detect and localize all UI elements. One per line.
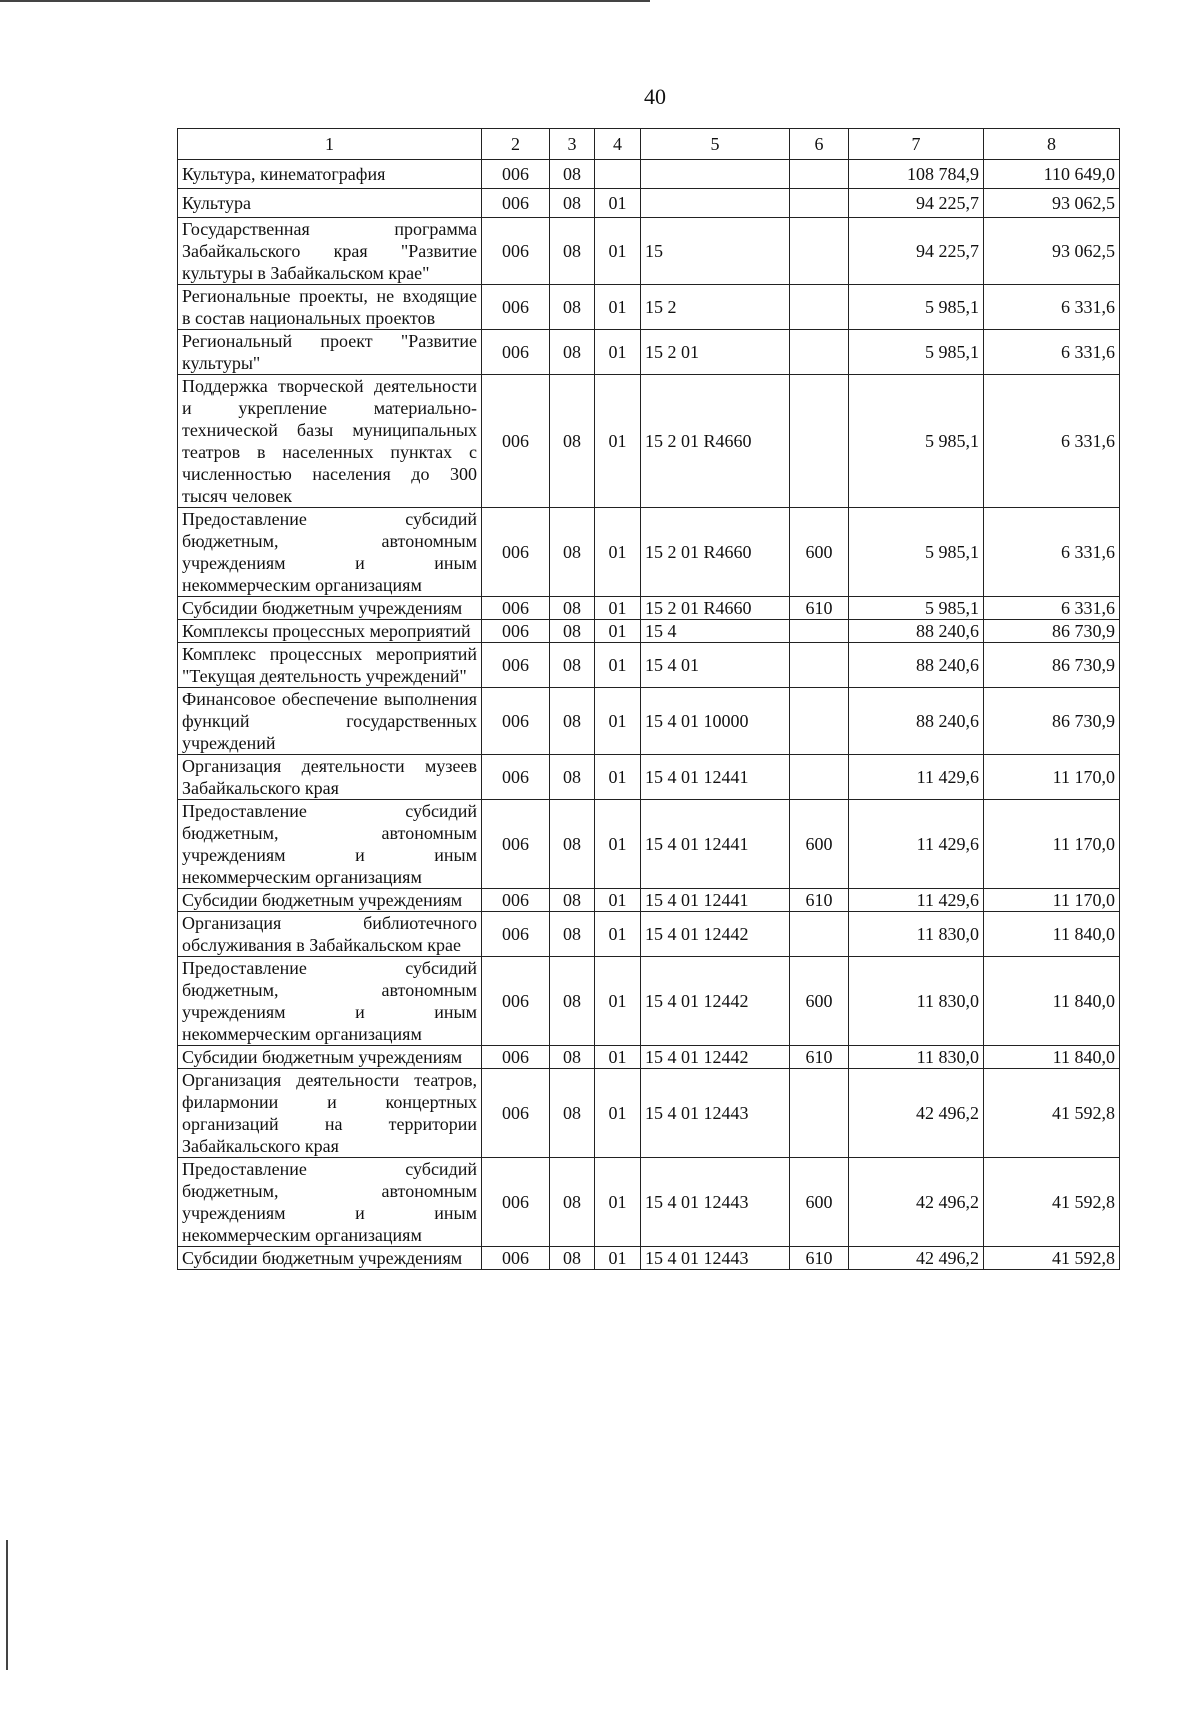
cell-col7: 88 240,6 — [849, 620, 984, 643]
table-row — [178, 620, 1120, 643]
cell-col7: 5 985,1 — [849, 330, 984, 375]
row-name: Культура, кинематография — [178, 160, 482, 189]
cell-col5: 15 2 — [641, 285, 790, 330]
column-header: 2 — [482, 129, 550, 160]
cell-col6 — [790, 1069, 849, 1158]
cell-col8: 6 331,6 — [984, 508, 1120, 597]
scan-artifact-left — [6, 1540, 8, 1670]
table-row — [178, 1046, 1120, 1069]
column-header: 4 — [595, 129, 641, 160]
cell-col2: 006 — [482, 800, 550, 889]
cell-col4: 01 — [595, 508, 641, 597]
cell-col6: 610 — [790, 1046, 849, 1069]
row-name: Организация деятельности музеев Забайкальского края — [178, 755, 482, 800]
cell-col3: 08 — [550, 375, 595, 508]
cell-col5: 15 4 01 — [641, 643, 790, 688]
cell-col4: 01 — [595, 755, 641, 800]
cell-col7: 5 985,1 — [849, 375, 984, 508]
cell-col2: 006 — [482, 755, 550, 800]
column-header: 6 — [790, 129, 849, 160]
cell-col4: 01 — [595, 912, 641, 957]
row-name: Предоставление субсидий бюджетным, автономным учреждениям и иным некоммерческим организациям — [178, 508, 482, 597]
cell-col7: 5 985,1 — [849, 597, 984, 620]
cell-col7: 88 240,6 — [849, 688, 984, 755]
cell-col2: 006 — [482, 218, 550, 285]
cell-col2: 006 — [482, 957, 550, 1046]
row-name: Субсидии бюджетным учреждениям — [178, 597, 482, 620]
cell-col3: 08 — [550, 957, 595, 1046]
cell-col2: 006 — [482, 285, 550, 330]
column-header: 8 — [984, 129, 1120, 160]
cell-col8: 11 840,0 — [984, 912, 1120, 957]
table-row — [178, 330, 1120, 375]
row-name: Культура — [178, 189, 482, 218]
row-name: Региональные проекты, не входящие в состав национальных проектов — [178, 285, 482, 330]
cell-col7: 94 225,7 — [849, 189, 984, 218]
table-row — [178, 957, 1120, 1046]
cell-col7: 11 429,6 — [849, 755, 984, 800]
page-number: 40 — [644, 84, 666, 109]
cell-col6: 600 — [790, 1158, 849, 1247]
cell-col6: 610 — [790, 597, 849, 620]
cell-col8: 110 649,0 — [984, 160, 1120, 189]
cell-col5: 15 4 01 12441 — [641, 889, 790, 912]
cell-col3: 08 — [550, 597, 595, 620]
row-name: Комплексы процессных мероприятий — [178, 620, 482, 643]
cell-col6: 610 — [790, 889, 849, 912]
cell-col3: 08 — [550, 1069, 595, 1158]
table-row — [178, 508, 1120, 597]
cell-col7: 42 496,2 — [849, 1069, 984, 1158]
cell-col6: 600 — [790, 800, 849, 889]
row-name: Субсидии бюджетным учреждениям — [178, 1247, 482, 1270]
cell-col3: 08 — [550, 688, 595, 755]
cell-col5: 15 2 01 — [641, 330, 790, 375]
cell-col2: 006 — [482, 160, 550, 189]
cell-col4: 01 — [595, 620, 641, 643]
cell-col6 — [790, 375, 849, 508]
cell-col7: 5 985,1 — [849, 285, 984, 330]
table-row — [178, 160, 1120, 189]
cell-col4: 01 — [595, 800, 641, 889]
cell-col7: 88 240,6 — [849, 643, 984, 688]
cell-col7: 5 985,1 — [849, 508, 984, 597]
row-name: Субсидии бюджетным учреждениям — [178, 889, 482, 912]
cell-col6: 610 — [790, 1247, 849, 1270]
cell-col2: 006 — [482, 643, 550, 688]
cell-col2: 006 — [482, 597, 550, 620]
row-name: Региональный проект "Развитие культуры" — [178, 330, 482, 375]
cell-col4: 01 — [595, 330, 641, 375]
cell-col4: 01 — [595, 189, 641, 218]
table-row — [178, 285, 1120, 330]
cell-col8: 41 592,8 — [984, 1247, 1120, 1270]
cell-col3: 08 — [550, 218, 595, 285]
cell-col6 — [790, 643, 849, 688]
cell-col4: 01 — [595, 889, 641, 912]
cell-col7: 94 225,7 — [849, 218, 984, 285]
cell-col2: 006 — [482, 1069, 550, 1158]
cell-col6 — [790, 285, 849, 330]
cell-col5: 15 2 01 R4660 — [641, 508, 790, 597]
table-row — [178, 1247, 1120, 1270]
column-header: 5 — [641, 129, 790, 160]
cell-col4: 01 — [595, 375, 641, 508]
cell-col2: 006 — [482, 1046, 550, 1069]
budget-table — [177, 128, 1120, 1270]
cell-col5: 15 4 01 12442 — [641, 912, 790, 957]
row-name: Поддержка творческой деятельности и укрепление материально-технической базы муниципальных театров в населенных пунктах с численностью населения до 300 тысяч человек — [178, 375, 482, 508]
cell-col5: 15 2 01 R4660 — [641, 375, 790, 508]
cell-col3: 08 — [550, 889, 595, 912]
cell-col3: 08 — [550, 912, 595, 957]
cell-col4: 01 — [595, 1069, 641, 1158]
row-name: Комплекс процессных мероприятий "Текущая деятельность учреждений" — [178, 643, 482, 688]
cell-col3: 08 — [550, 285, 595, 330]
cell-col8: 93 062,5 — [984, 218, 1120, 285]
cell-col8: 6 331,6 — [984, 330, 1120, 375]
cell-col3: 08 — [550, 1247, 595, 1270]
cell-col3: 08 — [550, 620, 595, 643]
table-row — [178, 889, 1120, 912]
cell-col8: 11 840,0 — [984, 1046, 1120, 1069]
cell-col6 — [790, 755, 849, 800]
row-name: Предоставление субсидий бюджетным, автономным учреждениям и иным некоммерческим организациям — [178, 1158, 482, 1247]
cell-col6: 600 — [790, 957, 849, 1046]
cell-col7: 11 830,0 — [849, 957, 984, 1046]
row-name: Финансовое обеспечение выполнения функций государственных учреждений — [178, 688, 482, 755]
cell-col5: 15 2 01 R4660 — [641, 597, 790, 620]
column-header: 7 — [849, 129, 984, 160]
row-name: Организация деятельности театров, филармонии и концертных организаций на территории Забайкальского края — [178, 1069, 482, 1158]
table-row — [178, 189, 1120, 218]
cell-col4: 01 — [595, 218, 641, 285]
scan-artifact-top — [0, 0, 650, 2]
cell-col8: 93 062,5 — [984, 189, 1120, 218]
cell-col4 — [595, 160, 641, 189]
row-name: Субсидии бюджетным учреждениям — [178, 1046, 482, 1069]
table-row — [178, 755, 1120, 800]
cell-col6: 600 — [790, 508, 849, 597]
cell-col4: 01 — [595, 688, 641, 755]
cell-col8: 11 170,0 — [984, 800, 1120, 889]
table-row — [178, 1069, 1120, 1158]
cell-col5: 15 4 01 12441 — [641, 755, 790, 800]
column-header: 3 — [550, 129, 595, 160]
table-row — [178, 375, 1120, 508]
cell-col2: 006 — [482, 375, 550, 508]
table-header-row — [178, 129, 1120, 160]
cell-col3: 08 — [550, 1046, 595, 1069]
cell-col6 — [790, 189, 849, 218]
cell-col7: 11 830,0 — [849, 1046, 984, 1069]
table-row — [178, 643, 1120, 688]
cell-col3: 08 — [550, 755, 595, 800]
cell-col4: 01 — [595, 643, 641, 688]
cell-col2: 006 — [482, 508, 550, 597]
cell-col7: 108 784,9 — [849, 160, 984, 189]
row-name: Предоставление субсидий бюджетным, автономным учреждениям и иным некоммерческим организациям — [178, 800, 482, 889]
cell-col2: 006 — [482, 912, 550, 957]
cell-col8: 6 331,6 — [984, 375, 1120, 508]
cell-col2: 006 — [482, 620, 550, 643]
cell-col8: 6 331,6 — [984, 285, 1120, 330]
cell-col5 — [641, 160, 790, 189]
cell-col3: 08 — [550, 800, 595, 889]
cell-col3: 08 — [550, 160, 595, 189]
cell-col8: 86 730,9 — [984, 688, 1120, 755]
cell-col2: 006 — [482, 889, 550, 912]
cell-col8: 6 331,6 — [984, 597, 1120, 620]
cell-col6 — [790, 160, 849, 189]
table-row — [178, 597, 1120, 620]
cell-col8: 11 840,0 — [984, 957, 1120, 1046]
table-row — [178, 800, 1120, 889]
cell-col2: 006 — [482, 1158, 550, 1247]
cell-col3: 08 — [550, 330, 595, 375]
cell-col4: 01 — [595, 1158, 641, 1247]
cell-col8: 41 592,8 — [984, 1069, 1120, 1158]
row-name: Государственная программа Забайкальского края "Развитие культуры в Забайкальском крае" — [178, 218, 482, 285]
cell-col4: 01 — [595, 1247, 641, 1270]
cell-col3: 08 — [550, 508, 595, 597]
cell-col5: 15 4 01 12443 — [641, 1247, 790, 1270]
cell-col3: 08 — [550, 189, 595, 218]
cell-col4: 01 — [595, 1046, 641, 1069]
cell-col5: 15 — [641, 218, 790, 285]
cell-col2: 006 — [482, 1247, 550, 1270]
cell-col5: 15 4 — [641, 620, 790, 643]
table-row — [178, 218, 1120, 285]
cell-col7: 11 429,6 — [849, 889, 984, 912]
cell-col6 — [790, 688, 849, 755]
cell-col4: 01 — [595, 285, 641, 330]
cell-col7: 11 429,6 — [849, 800, 984, 889]
table-row — [178, 912, 1120, 957]
cell-col8: 86 730,9 — [984, 620, 1120, 643]
cell-col7: 42 496,2 — [849, 1158, 984, 1247]
cell-col2: 006 — [482, 189, 550, 218]
cell-col5: 15 4 01 12442 — [641, 1046, 790, 1069]
cell-col6 — [790, 912, 849, 957]
cell-col7: 11 830,0 — [849, 912, 984, 957]
cell-col5: 15 4 01 12443 — [641, 1158, 790, 1247]
row-name: Организация библиотечного обслуживания в Забайкальском крае — [178, 912, 482, 957]
cell-col7: 42 496,2 — [849, 1247, 984, 1270]
cell-col5: 15 4 01 10000 — [641, 688, 790, 755]
cell-col4: 01 — [595, 597, 641, 620]
cell-col6 — [790, 218, 849, 285]
cell-col8: 41 592,8 — [984, 1158, 1120, 1247]
cell-col3: 08 — [550, 643, 595, 688]
cell-col8: 11 170,0 — [984, 755, 1120, 800]
cell-col2: 006 — [482, 330, 550, 375]
column-header: 1 — [178, 129, 482, 160]
cell-col3: 08 — [550, 1158, 595, 1247]
cell-col6 — [790, 330, 849, 375]
cell-col2: 006 — [482, 688, 550, 755]
table-row — [178, 688, 1120, 755]
cell-col4: 01 — [595, 957, 641, 1046]
cell-col8: 86 730,9 — [984, 643, 1120, 688]
cell-col6 — [790, 620, 849, 643]
cell-col5: 15 4 01 12443 — [641, 1069, 790, 1158]
row-name: Предоставление субсидий бюджетным, автономным учреждениям и иным некоммерческим организациям — [178, 957, 482, 1046]
cell-col5 — [641, 189, 790, 218]
table-row — [178, 1158, 1120, 1247]
cell-col5: 15 4 01 12442 — [641, 957, 790, 1046]
cell-col8: 11 170,0 — [984, 889, 1120, 912]
cell-col5: 15 4 01 12441 — [641, 800, 790, 889]
